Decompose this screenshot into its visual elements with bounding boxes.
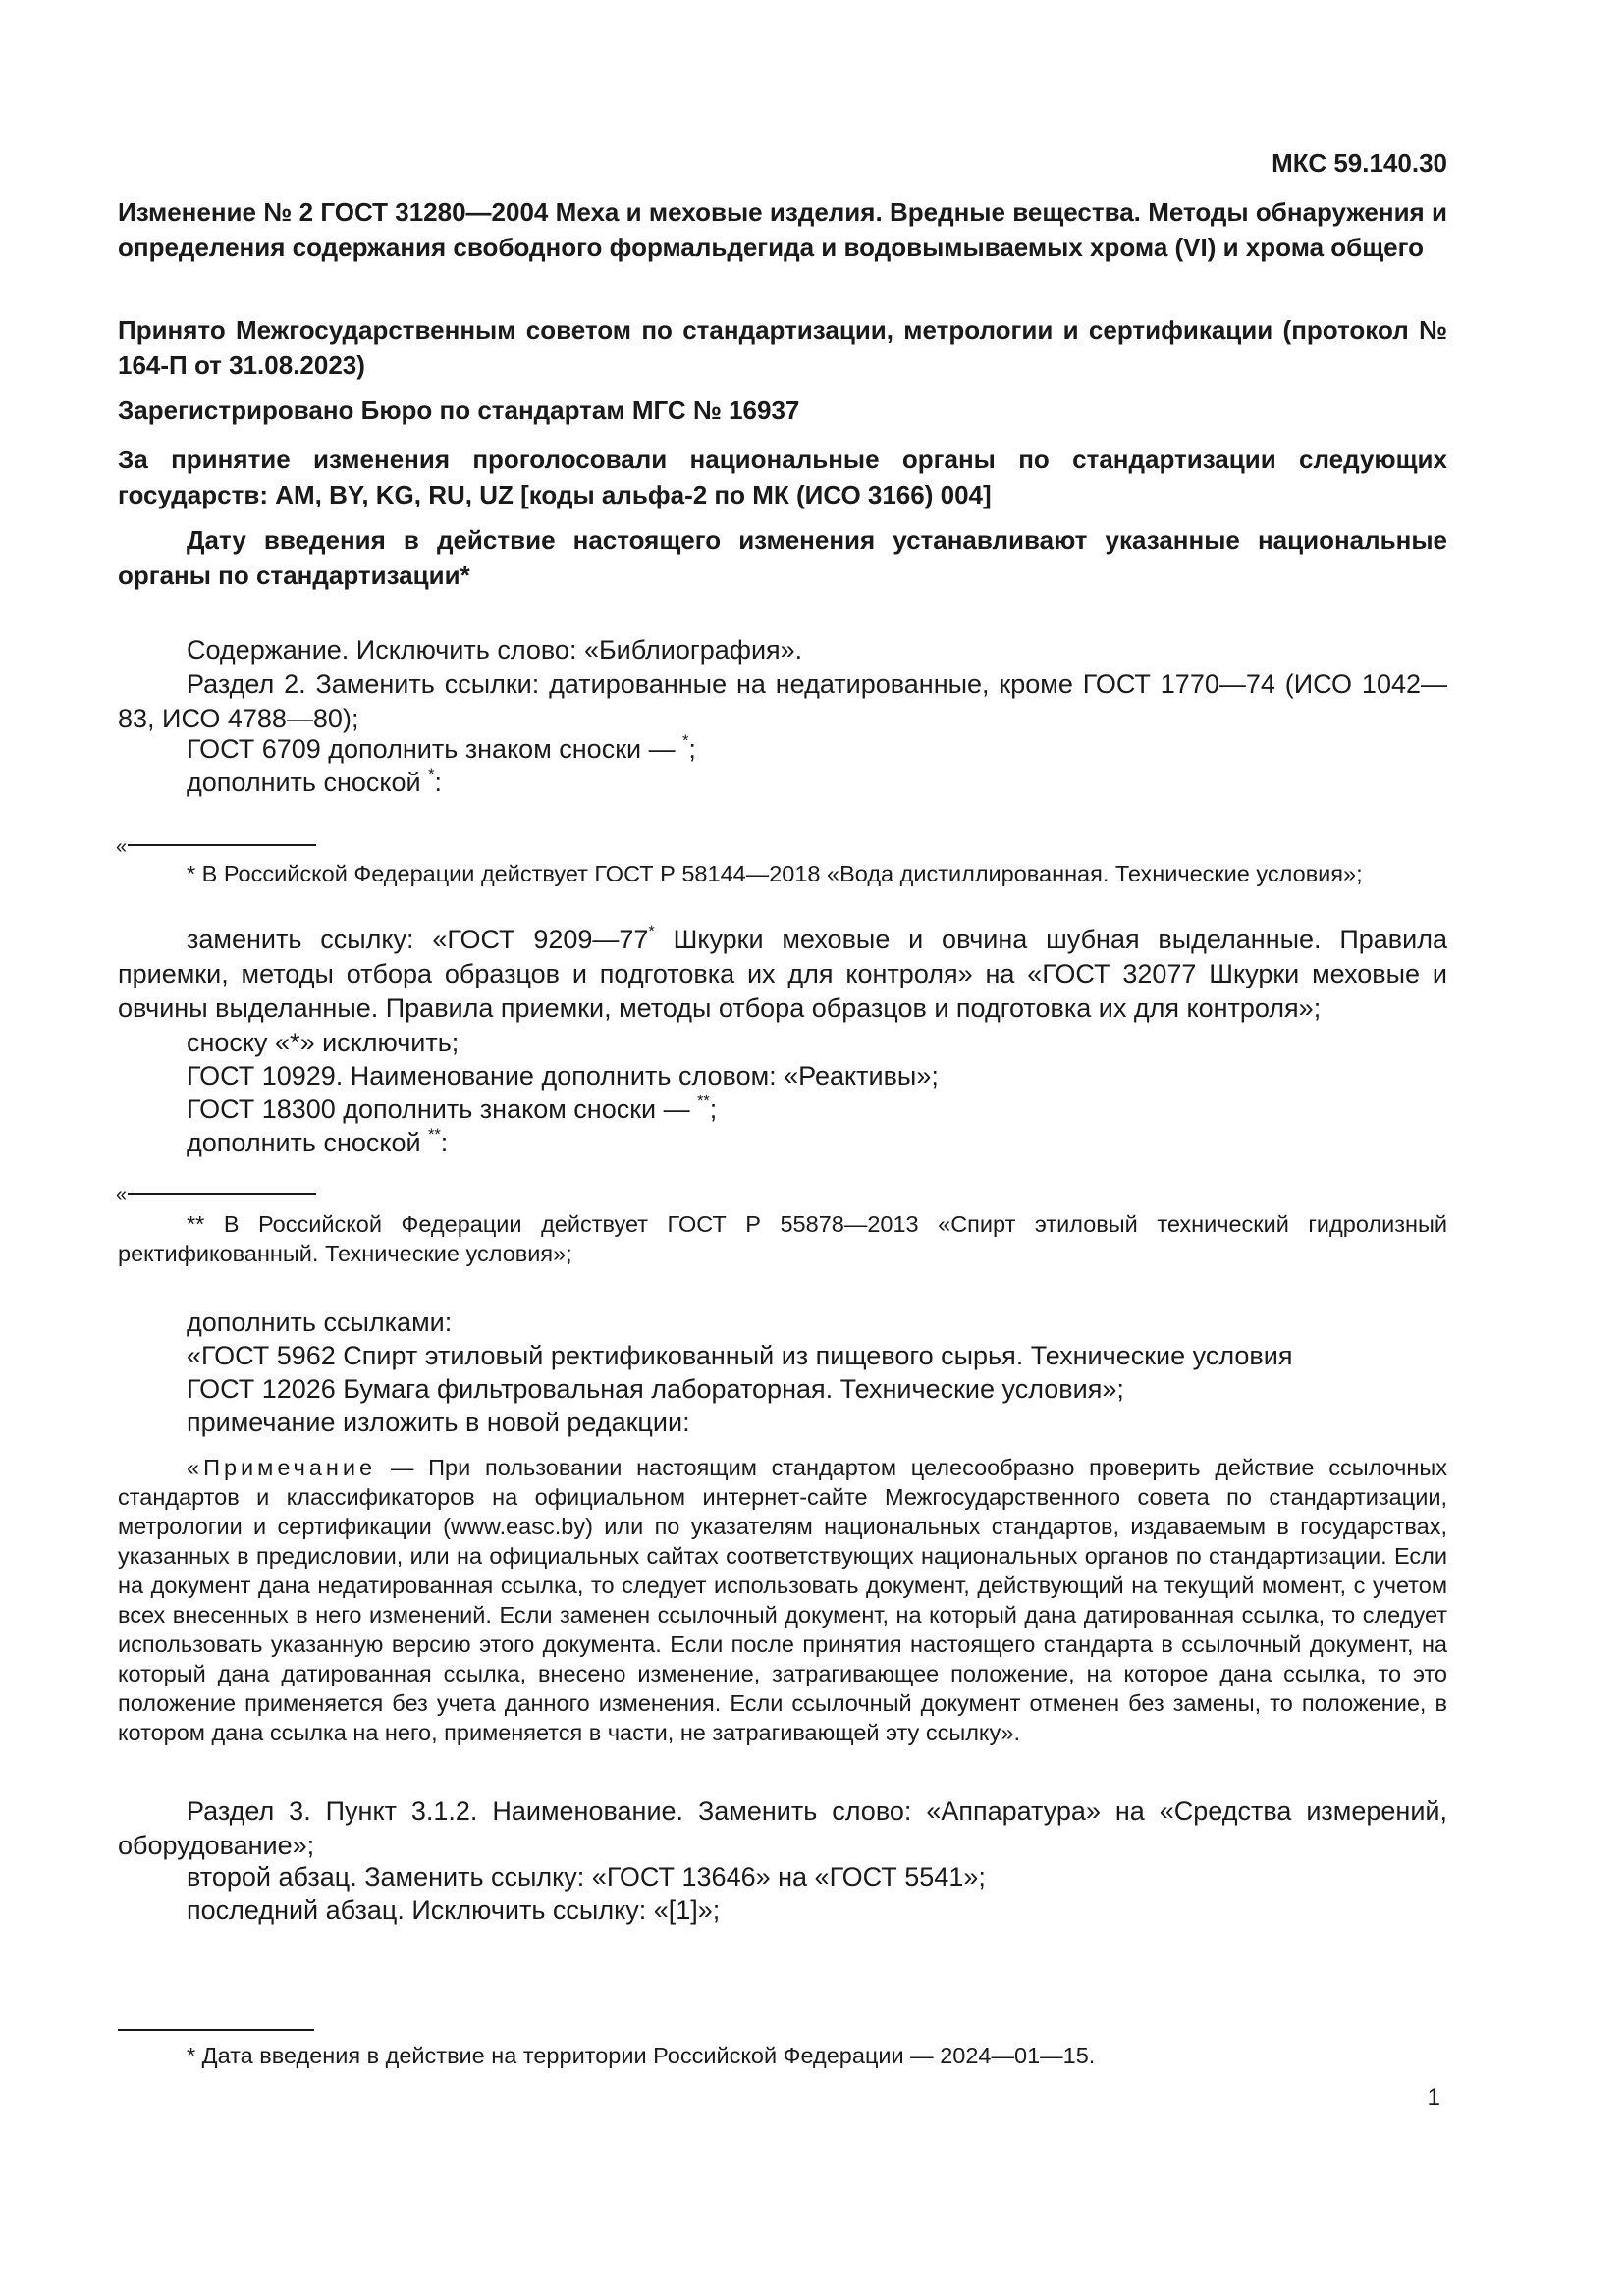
- page-footnote: * Дата введения в действие на территории Российской Федерации — 2024—01—15.: [187, 2043, 1096, 2068]
- page-footnote-separator: [118, 2029, 314, 2031]
- registration-statement: Зарегистрировано Бюро по стандартам МГС № 16937: [118, 396, 800, 425]
- paragraph-gost-18300-text: ГОСТ 18300 дополнить знаком сноски —: [187, 1095, 698, 1124]
- footnote-separator: [128, 1193, 316, 1195]
- paragraph-add-references: дополнить ссылками:: [187, 1308, 453, 1337]
- introduction-date-statement: Дату введения в действие настоящего изменения устанавливают указанные национальные органы по стандартизации*: [118, 525, 1447, 590]
- footnote-separator: [128, 844, 316, 846]
- note-label: «Примечание: [187, 1455, 377, 1480]
- punctuation: ;: [688, 734, 696, 764]
- paragraph-note-new-edition: примечание изложить в новой редакции:: [187, 1408, 690, 1437]
- paragraph-replace-gost-9209: [118, 923, 1447, 1026]
- paragraph-add-footnote-1-text: дополнить сноской: [187, 768, 429, 797]
- punctuation: :: [440, 1128, 449, 1157]
- paragraph-add-footnote-2-text: дополнить сноской: [187, 1128, 429, 1157]
- paragraph-gost-18300: [187, 1093, 717, 1127]
- paragraph-second-abzac: второй абзац. Заменить ссылку: «ГОСТ 13646» на «ГОСТ 5541»;: [187, 1862, 986, 1892]
- reference-gost-5962: «ГОСТ 5962 Спирт этиловый ректификованный из пищевого сырья. Технические условия: [187, 1341, 1293, 1370]
- paragraph-last-abzac: последний абзац. Исключить ссылку: «[1]»;: [187, 1896, 721, 1925]
- punctuation: :: [434, 768, 442, 797]
- paragraph-gost-6709: [187, 732, 696, 767]
- paragraph-add-footnote-1: [187, 766, 442, 800]
- paragraph-replace-gost-9209-b: Шкурки меховые и овчина шубная выделанные. Правила приемки, методы отбора образцов и подготовка их для контроля» на «ГОСТ 32077 Шкурки меховые и овчины выделанные. Правила приемки, методы отбора образцов и подготовка их для контроля»;: [118, 925, 1447, 1023]
- punctuation: ;: [709, 1095, 718, 1124]
- paragraph-gost-6709-text: ГОСТ 6709 дополнить знаком сноски —: [187, 734, 683, 764]
- quote-open-mark: «: [116, 1184, 128, 1205]
- footnote-mark: *: [428, 765, 435, 783]
- paragraph-contents: Содержание. Исключить слово: «Библиография».: [187, 635, 803, 665]
- paragraph-section-3: Раздел 3. Пункт 3.1.2. Наименование. Заменить слово: «Аппаратура» на «Средства измерений, оборудование»;: [118, 1796, 1447, 1860]
- quote-open-mark: «: [116, 836, 128, 858]
- adopted-statement: Принято Межгосударственным советом по стандартизации, метрологии и сертификации (протокол № 164-П от 31.08.2023): [118, 315, 1447, 380]
- paragraph-replace-gost-9209-a: заменить ссылку: «ГОСТ 9209—77: [187, 925, 649, 954]
- amendment-title: Изменение № 2 ГОСТ 31280—2004 Меха и меховые изделия. Вредные вещества. Методы обнаружения и определения содержания свободного формальдегида и водовымываемых хрома (VI) и хрома общего: [118, 197, 1447, 262]
- paragraph-section-2: Раздел 2. Заменить ссылки: датированные на недатированные, кроме ГОСТ 1770—74 (ИСО 1042—83, ИСО 4788—80);: [118, 669, 1447, 733]
- footnote-mark: *: [682, 731, 689, 750]
- paragraph-remove-footnote: сноску «*» исключить;: [187, 1028, 460, 1057]
- footnote-mark: **: [697, 1092, 710, 1110]
- inserted-footnote-2: ** В Российской Федерации действует ГОСТ Р 55878—2013 «Спирт этиловый технический гидролизный ректификованный. Технические условия»;: [118, 1211, 1447, 1266]
- reference-gost-12026: ГОСТ 12026 Бумага фильтровальная лабораторная. Технические условия»;: [187, 1374, 1124, 1404]
- note-block: [118, 1453, 1447, 1747]
- mks-code: МКС 59.140.30: [1272, 148, 1447, 178]
- footnote-mark: *: [648, 922, 655, 940]
- footnote-mark: **: [428, 1125, 441, 1144]
- paragraph-gost-10929: ГОСТ 10929. Наименование дополнить словом: «Реактивы»;: [187, 1061, 939, 1091]
- voting-statement: За принятие изменения проголосовали национальные органы по стандартизации следующих государств: AM, BY, KG, RU, UZ [коды альфа-2 по МК (ИСО 3166) 004]: [118, 445, 1447, 509]
- note-text: — При пользовании настоящим стандартом целесообразно проверить действие ссылочных стандартов и классификаторов на официальном интернет-сайте Межгосударственного совета по стандартизации, метрологии и сертификации (www.easc.by) или по указателям национальных стандартов, издаваемым в государствах, указанных в предисловии, или на официальных сайтах соответствующих национальных органов по стандартизации. Если на документ дана недатированная ссылка, то следует использовать документ, действующий на текущий момент, с учетом всех внесенных в него изменений. Если заменен ссылочный документ, на который дана датированная ссылка, то следует использовать указанную версию этого документа. Если после принятия настоящего стандарта в ссылочный документ, на который дана датированная ссылка, внесено изменение, затрагивающее положение, на которое дана ссылка, то это положение применяется без учета данного изменения. Если ссылочный документ отменен без замены, то положение, в котором дана ссылка на него, применяется в части, не затрагивающей эту ссылку».: [118, 1455, 1447, 1745]
- inserted-footnote-1: * В Российской Федерации действует ГОСТ Р 58144—2018 «Вода дистиллированная. Технические условия»;: [187, 861, 1363, 886]
- paragraph-add-footnote-2: [187, 1126, 448, 1160]
- page-number: 1: [1427, 2084, 1440, 2110]
